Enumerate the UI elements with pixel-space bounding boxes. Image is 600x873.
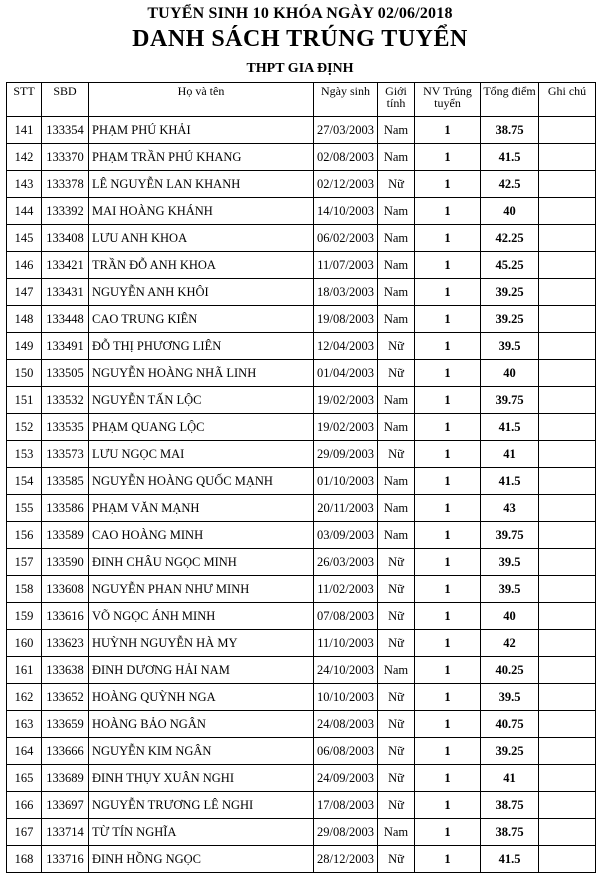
cell-choice: 1 [415, 657, 481, 684]
cell-notes [539, 468, 596, 495]
cell-name: NGUYỄN KIM NGÂN [89, 738, 314, 765]
table-row [7, 549, 596, 576]
cell-choice: 1 [415, 468, 481, 495]
cell-choice: 1 [415, 765, 481, 792]
cell-notes [539, 306, 596, 333]
cell-stt: 158 [7, 576, 42, 603]
cell-dob: 24/10/2003 [314, 657, 378, 684]
cell-choice: 1 [415, 495, 481, 522]
cell-choice: 1 [415, 360, 481, 387]
cell-total: 39.25 [481, 279, 539, 306]
table-row [7, 441, 596, 468]
cell-notes [539, 765, 596, 792]
cell-total: 41.5 [481, 414, 539, 441]
cell-name: ĐỖ THỊ PHƯƠNG LIÊN [89, 333, 314, 360]
table-row [7, 630, 596, 657]
cell-total: 43 [481, 495, 539, 522]
header-col-choice: NV Trúng tuyển [415, 83, 481, 117]
cell-dob: 03/09/2003 [314, 522, 378, 549]
cell-notes [539, 441, 596, 468]
cell-notes [539, 603, 596, 630]
doc-title-main: DANH SÁCH TRÚNG TUYỂN [132, 26, 468, 52]
cell-sbd: 133586 [42, 495, 89, 522]
table-row [7, 252, 596, 279]
cell-dob: 29/08/2003 [314, 819, 378, 846]
cell-name: HOÀNG QUỲNH NGA [89, 684, 314, 711]
cell-sbd: 133408 [42, 225, 89, 252]
cell-sbd: 133697 [42, 792, 89, 819]
cell-dob: 02/12/2003 [314, 171, 378, 198]
cell-dob: 20/11/2003 [314, 495, 378, 522]
cell-notes [539, 414, 596, 441]
cell-notes [539, 171, 596, 198]
cell-gender: Nam [378, 657, 415, 684]
cell-name: ĐINH CHÂU NGỌC MINH [89, 549, 314, 576]
cell-name: ĐINH HỒNG NGỌC [89, 846, 314, 873]
cell-stt: 166 [7, 792, 42, 819]
cell-choice: 1 [415, 171, 481, 198]
cell-dob: 06/08/2003 [314, 738, 378, 765]
cell-sbd: 133392 [42, 198, 89, 225]
cell-total: 41.5 [481, 846, 539, 873]
cell-gender: Nam [378, 225, 415, 252]
table-row [7, 846, 596, 873]
cell-choice: 1 [415, 441, 481, 468]
cell-stt: 150 [7, 360, 42, 387]
cell-sbd: 133505 [42, 360, 89, 387]
cell-total: 42 [481, 630, 539, 657]
cell-notes [539, 144, 596, 171]
cell-total: 40.75 [481, 711, 539, 738]
cell-stt: 146 [7, 252, 42, 279]
cell-choice: 1 [415, 144, 481, 171]
cell-notes [539, 792, 596, 819]
table-row [7, 711, 596, 738]
cell-dob: 12/04/2003 [314, 333, 378, 360]
table-row [7, 765, 596, 792]
cell-name: PHẠM TRẦN PHÚ KHANG [89, 144, 314, 171]
table-row [7, 306, 596, 333]
table-row [7, 603, 596, 630]
cell-name: PHẠM QUANG LỘC [89, 414, 314, 441]
cell-stt: 153 [7, 441, 42, 468]
cell-name: NGUYỄN TẤN LỘC [89, 387, 314, 414]
cell-sbd: 133589 [42, 522, 89, 549]
cell-sbd: 133354 [42, 117, 89, 144]
cell-dob: 02/08/2003 [314, 144, 378, 171]
cell-gender: Nữ [378, 576, 415, 603]
cell-dob: 14/10/2003 [314, 198, 378, 225]
doc-title-line1: TUYỂN SINH 10 KHÓA NGÀY 02/06/2018 [147, 5, 453, 22]
cell-name: CAO HOÀNG MINH [89, 522, 314, 549]
cell-sbd: 133652 [42, 684, 89, 711]
cell-sbd: 133616 [42, 603, 89, 630]
cell-stt: 162 [7, 684, 42, 711]
cell-choice: 1 [415, 387, 481, 414]
cell-dob: 11/02/2003 [314, 576, 378, 603]
cell-gender: Nữ [378, 171, 415, 198]
header-col-notes: Ghi chú [539, 83, 596, 117]
cell-gender: Nữ [378, 549, 415, 576]
table-row [7, 360, 596, 387]
cell-total: 41.5 [481, 144, 539, 171]
cell-name: TRẦN ĐỖ ANH KHOA [89, 252, 314, 279]
cell-notes [539, 576, 596, 603]
table-row [7, 738, 596, 765]
header-col-gender: Giới tính [378, 83, 415, 117]
cell-sbd: 133532 [42, 387, 89, 414]
cell-total: 39.25 [481, 306, 539, 333]
cell-gender: Nam [378, 198, 415, 225]
cell-stt: 148 [7, 306, 42, 333]
cell-dob: 24/09/2003 [314, 765, 378, 792]
cell-gender: Nam [378, 306, 415, 333]
table-body [7, 117, 596, 873]
cell-notes [539, 630, 596, 657]
cell-dob: 27/03/2003 [314, 117, 378, 144]
cell-name: ĐINH THỤY XUÂN NGHI [89, 765, 314, 792]
cell-choice: 1 [415, 117, 481, 144]
cell-dob: 10/10/2003 [314, 684, 378, 711]
cell-name: TỪ TÍN NGHĨA [89, 819, 314, 846]
cell-choice: 1 [415, 684, 481, 711]
cell-gender: Nam [378, 279, 415, 306]
cell-notes [539, 117, 596, 144]
cell-notes [539, 252, 596, 279]
cell-sbd: 133491 [42, 333, 89, 360]
cell-choice: 1 [415, 522, 481, 549]
cell-gender: Nam [378, 522, 415, 549]
cell-choice: 1 [415, 198, 481, 225]
cell-total: 39.5 [481, 684, 539, 711]
cell-dob: 11/10/2003 [314, 630, 378, 657]
cell-choice: 1 [415, 846, 481, 873]
cell-total: 40 [481, 198, 539, 225]
cell-stt: 157 [7, 549, 42, 576]
header-col-sbd: SBD [42, 83, 89, 117]
table-row [7, 684, 596, 711]
cell-dob: 19/08/2003 [314, 306, 378, 333]
cell-dob: 24/08/2003 [314, 711, 378, 738]
table-row [7, 414, 596, 441]
cell-dob: 07/08/2003 [314, 603, 378, 630]
cell-notes [539, 360, 596, 387]
cell-sbd: 133608 [42, 576, 89, 603]
table-row [7, 333, 596, 360]
cell-total: 40.25 [481, 657, 539, 684]
cell-dob: 01/10/2003 [314, 468, 378, 495]
cell-stt: 142 [7, 144, 42, 171]
cell-dob: 19/02/2003 [314, 387, 378, 414]
cell-stt: 160 [7, 630, 42, 657]
cell-gender: Nữ [378, 333, 415, 360]
cell-stt: 151 [7, 387, 42, 414]
cell-dob: 11/07/2003 [314, 252, 378, 279]
cell-name: VÕ NGỌC ÁNH MINH [89, 603, 314, 630]
table-row [7, 171, 596, 198]
cell-gender: Nữ [378, 603, 415, 630]
cell-stt: 145 [7, 225, 42, 252]
cell-sbd: 133585 [42, 468, 89, 495]
cell-gender: Nam [378, 468, 415, 495]
header-col-total: Tổng điểm [481, 83, 539, 117]
cell-notes [539, 522, 596, 549]
cell-gender: Nữ [378, 630, 415, 657]
cell-notes [539, 846, 596, 873]
table-row [7, 522, 596, 549]
cell-notes [539, 333, 596, 360]
cell-name: CAO TRUNG KIÊN [89, 306, 314, 333]
cell-sbd: 133431 [42, 279, 89, 306]
cell-notes [539, 225, 596, 252]
cell-stt: 152 [7, 414, 42, 441]
cell-choice: 1 [415, 819, 481, 846]
cell-choice: 1 [415, 711, 481, 738]
cell-notes [539, 738, 596, 765]
cell-name: LƯU NGỌC MAI [89, 441, 314, 468]
cell-gender: Nam [378, 495, 415, 522]
cell-gender: Nam [378, 387, 415, 414]
cell-name: PHẠM PHÚ KHẢI [89, 117, 314, 144]
cell-total: 38.75 [481, 819, 539, 846]
cell-gender: Nữ [378, 765, 415, 792]
cell-name: HOÀNG BẢO NGÂN [89, 711, 314, 738]
cell-gender: Nam [378, 117, 415, 144]
cell-total: 39.75 [481, 387, 539, 414]
cell-notes [539, 819, 596, 846]
cell-dob: 19/02/2003 [314, 414, 378, 441]
table-header-row [7, 83, 596, 117]
cell-stt: 155 [7, 495, 42, 522]
cell-sbd: 133590 [42, 549, 89, 576]
cell-choice: 1 [415, 576, 481, 603]
cell-stt: 163 [7, 711, 42, 738]
cell-notes [539, 495, 596, 522]
cell-choice: 1 [415, 306, 481, 333]
cell-gender: Nữ [378, 360, 415, 387]
cell-sbd: 133659 [42, 711, 89, 738]
cell-name: ĐINH DƯƠNG HẢI NAM [89, 657, 314, 684]
cell-sbd: 133714 [42, 819, 89, 846]
cell-sbd: 133378 [42, 171, 89, 198]
cell-notes [539, 279, 596, 306]
table-row [7, 387, 596, 414]
cell-sbd: 133666 [42, 738, 89, 765]
cell-gender: Nữ [378, 684, 415, 711]
cell-gender: Nam [378, 414, 415, 441]
cell-total: 42.25 [481, 225, 539, 252]
cell-notes [539, 549, 596, 576]
table-row [7, 198, 596, 225]
cell-total: 39.5 [481, 576, 539, 603]
cell-name: MAI HOÀNG KHÁNH [89, 198, 314, 225]
cell-choice: 1 [415, 414, 481, 441]
table-row [7, 117, 596, 144]
cell-choice: 1 [415, 792, 481, 819]
cell-total: 39.25 [481, 738, 539, 765]
cell-total: 41.5 [481, 468, 539, 495]
cell-sbd: 133689 [42, 765, 89, 792]
cell-stt: 167 [7, 819, 42, 846]
cell-choice: 1 [415, 603, 481, 630]
cell-total: 38.75 [481, 792, 539, 819]
cell-total: 40 [481, 360, 539, 387]
cell-choice: 1 [415, 630, 481, 657]
table-row [7, 144, 596, 171]
cell-name: LÊ NGUYỄN LAN KHANH [89, 171, 314, 198]
cell-dob: 06/02/2003 [314, 225, 378, 252]
cell-stt: 168 [7, 846, 42, 873]
cell-total: 40 [481, 603, 539, 630]
cell-gender: Nữ [378, 711, 415, 738]
cell-total: 39.75 [481, 522, 539, 549]
cell-name: NGUYỄN PHAN NHƯ MINH [89, 576, 314, 603]
cell-dob: 17/08/2003 [314, 792, 378, 819]
cell-name: NGUYỄN HOÀNG QUỐC MẠNH [89, 468, 314, 495]
cell-total: 41 [481, 441, 539, 468]
cell-dob: 01/04/2003 [314, 360, 378, 387]
table-row [7, 495, 596, 522]
table-row [7, 657, 596, 684]
cell-sbd: 133448 [42, 306, 89, 333]
cell-sbd: 133370 [42, 144, 89, 171]
cell-sbd: 133716 [42, 846, 89, 873]
cell-choice: 1 [415, 549, 481, 576]
cell-notes [539, 198, 596, 225]
cell-sbd: 133421 [42, 252, 89, 279]
header-col-name: Họ và tên [89, 83, 314, 117]
table-row [7, 792, 596, 819]
cell-gender: Nữ [378, 792, 415, 819]
cell-gender: Nam [378, 144, 415, 171]
cell-choice: 1 [415, 225, 481, 252]
cell-dob: 26/03/2003 [314, 549, 378, 576]
cell-name: PHẠM VĂN MẠNH [89, 495, 314, 522]
cell-gender: Nữ [378, 738, 415, 765]
cell-gender: Nam [378, 252, 415, 279]
cell-dob: 18/03/2003 [314, 279, 378, 306]
cell-name: NGUYỄN TRƯƠNG LÊ NGHI [89, 792, 314, 819]
cell-stt: 161 [7, 657, 42, 684]
cell-stt: 154 [7, 468, 42, 495]
table-row [7, 468, 596, 495]
admission-table [6, 82, 596, 873]
cell-notes [539, 711, 596, 738]
table-row [7, 576, 596, 603]
header-col-dob: Ngày sinh [314, 83, 378, 117]
cell-gender: Nữ [378, 846, 415, 873]
school-name: THPT GIA ĐỊNH [246, 61, 354, 76]
table-row [7, 819, 596, 846]
cell-name: LƯU ANH KHOA [89, 225, 314, 252]
cell-notes [539, 684, 596, 711]
cell-dob: 29/09/2003 [314, 441, 378, 468]
cell-stt: 164 [7, 738, 42, 765]
cell-total: 39.5 [481, 549, 539, 576]
header-col-stt: STT [7, 83, 42, 117]
cell-stt: 143 [7, 171, 42, 198]
cell-total: 45.25 [481, 252, 539, 279]
cell-total: 41 [481, 765, 539, 792]
cell-stt: 165 [7, 765, 42, 792]
cell-sbd: 133535 [42, 414, 89, 441]
cell-total: 38.75 [481, 117, 539, 144]
cell-stt: 159 [7, 603, 42, 630]
cell-stt: 149 [7, 333, 42, 360]
cell-name: NGUYỄN HOÀNG NHÃ LINH [89, 360, 314, 387]
table-row [7, 279, 596, 306]
cell-choice: 1 [415, 279, 481, 306]
cell-notes [539, 657, 596, 684]
cell-sbd: 133638 [42, 657, 89, 684]
cell-stt: 141 [7, 117, 42, 144]
cell-choice: 1 [415, 333, 481, 360]
cell-choice: 1 [415, 252, 481, 279]
cell-total: 42.5 [481, 171, 539, 198]
cell-name: HUỲNH NGUYỄN HÀ MY [89, 630, 314, 657]
cell-total: 39.5 [481, 333, 539, 360]
cell-name: NGUYỄN ANH KHÔI [89, 279, 314, 306]
cell-stt: 156 [7, 522, 42, 549]
cell-dob: 28/12/2003 [314, 846, 378, 873]
cell-gender: Nam [378, 819, 415, 846]
cell-gender: Nữ [378, 441, 415, 468]
cell-sbd: 133573 [42, 441, 89, 468]
table-row [7, 225, 596, 252]
cell-sbd: 133623 [42, 630, 89, 657]
cell-stt: 144 [7, 198, 42, 225]
cell-choice: 1 [415, 738, 481, 765]
cell-stt: 147 [7, 279, 42, 306]
cell-notes [539, 387, 596, 414]
